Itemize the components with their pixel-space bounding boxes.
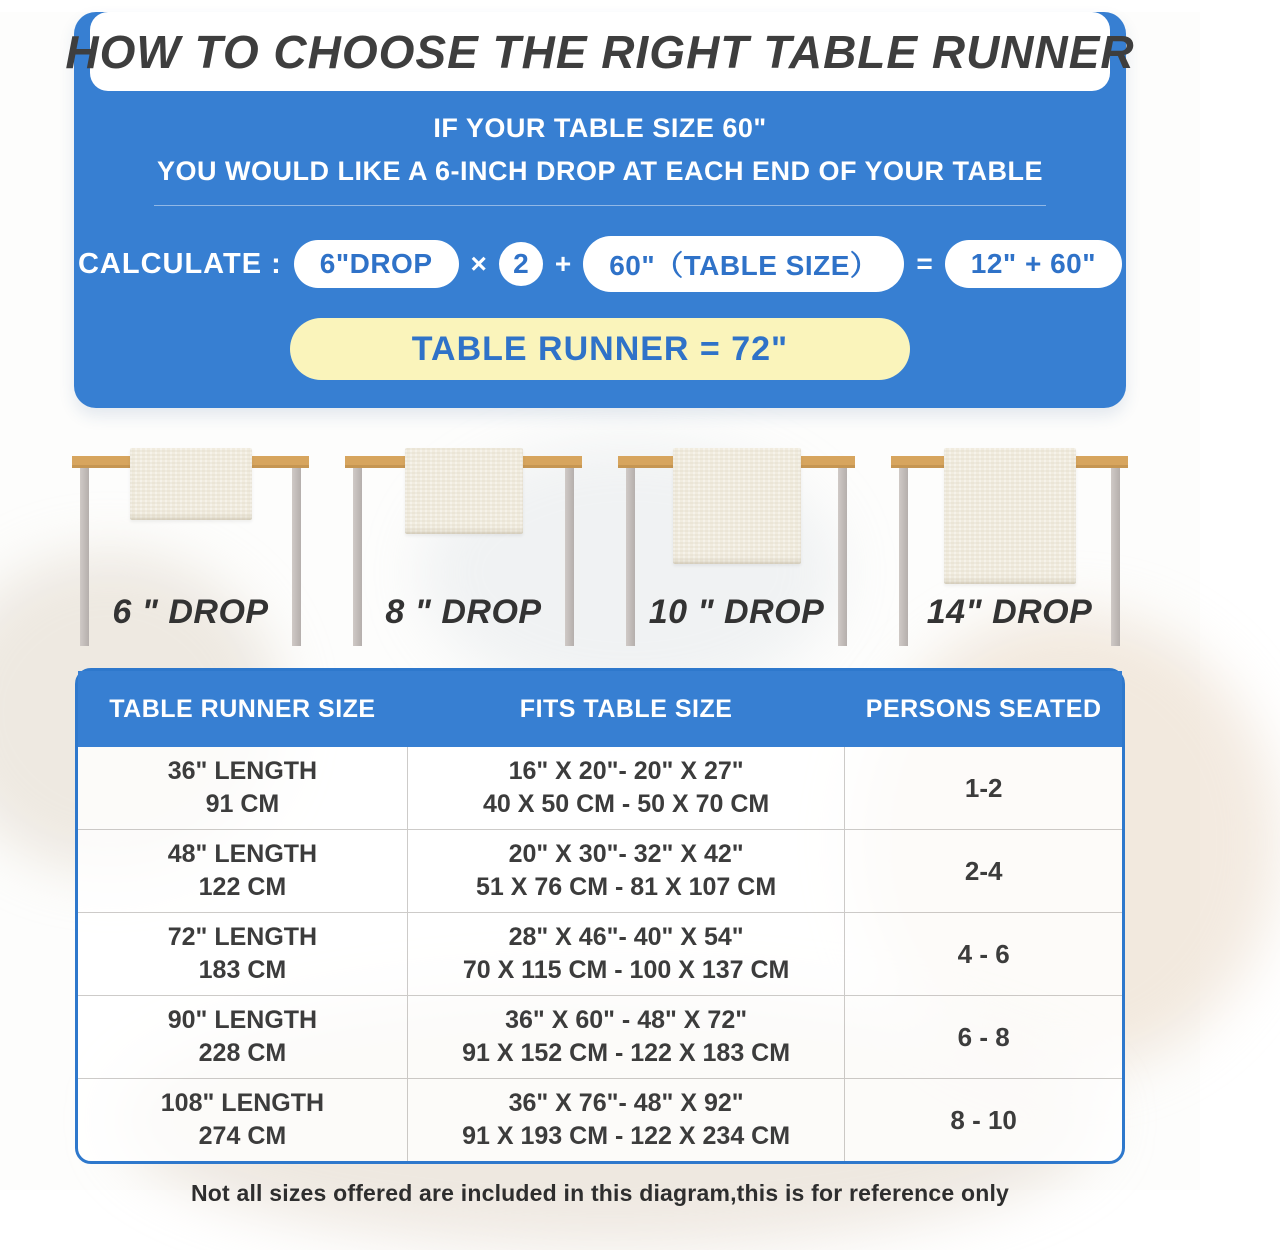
result-pill: TABLE RUNNER = 72" <box>290 318 910 380</box>
runner-swatch <box>944 448 1076 584</box>
cell-fits-table-size <box>407 747 845 829</box>
runner-size-in: 108" LENGTH <box>160 1089 325 1117</box>
table-row <box>78 912 1122 995</box>
fits-size-in: 28" X 46"- 40" X 54" <box>508 923 744 951</box>
size-chart-panel <box>75 668 1125 1164</box>
cell-persons-seated: 8 - 10 <box>950 1104 1017 1135</box>
sum-pill: 12" + 60" <box>945 240 1122 288</box>
page-title: HOW TO CHOOSE THE RIGHT TABLE RUNNER <box>65 25 1135 78</box>
cell-fits-table-size <box>407 996 845 1078</box>
cell-fits-table-size <box>407 830 845 912</box>
cell-persons-seated: 6 - 8 <box>957 1021 1010 1052</box>
subtitle-line2: YOU WOULD LIKE A 6-INCH DROP AT EACH END OF YOUR TABLE <box>156 156 1044 186</box>
title-box <box>65 12 1135 91</box>
table-figure <box>618 408 855 668</box>
plus-sign: + <box>554 248 572 279</box>
table-figure <box>891 408 1128 668</box>
infographic-canvas <box>0 12 1200 1206</box>
calculation-row <box>74 236 1126 292</box>
runner-size-in: 36" LENGTH <box>167 757 318 785</box>
fits-size-cm: 91 X 193 CM - 122 X 234 CM <box>462 1122 791 1150</box>
cell-persons-seated: 2-4 <box>964 855 1003 886</box>
fits-size-in: 20" X 30"- 32" X 42" <box>508 840 744 868</box>
table-row <box>78 747 1122 829</box>
cell-persons-seated: 4 - 6 <box>957 938 1010 969</box>
runner-size-cm: 274 CM <box>198 1122 287 1150</box>
cell-fits-table-size <box>407 913 845 995</box>
fits-size-cm: 51 X 76 CM - 81 X 107 CM <box>476 873 777 901</box>
table-figure <box>72 408 309 668</box>
cell-runner-size <box>78 913 407 995</box>
cell-persons-seated: 1-2 <box>964 772 1003 803</box>
table-row <box>78 1078 1122 1161</box>
runner-swatch <box>673 448 801 564</box>
cell-runner-size <box>78 747 407 829</box>
multiply-sign: × <box>470 248 487 279</box>
drop-label: 10 " DROP <box>648 593 825 631</box>
cell-runner-size <box>78 1079 407 1161</box>
cell-fits-table-size <box>407 1079 845 1161</box>
header-cell-fits-table-size: FITS TABLE SIZE <box>519 694 733 723</box>
drop-label: 14" DROP <box>926 593 1093 631</box>
fits-size-in: 36" X 76"- 48" X 92" <box>508 1089 744 1117</box>
fits-size-cm: 91 X 152 CM - 122 X 183 CM <box>462 1039 791 1067</box>
fits-size-in: 36" X 60" - 48" X 72" <box>505 1006 748 1034</box>
runner-size-in: 72" LENGTH <box>167 923 318 951</box>
size-chart-header <box>78 671 1122 747</box>
table-row <box>78 829 1122 912</box>
hero-divider <box>154 205 1046 206</box>
fits-size-in: 16" X 20"- 20" X 27" <box>508 757 744 785</box>
multiplier-badge: 2 <box>499 242 543 286</box>
footnote: Not all sizes offered are included in this diagram,this is for reference only <box>190 1180 1010 1206</box>
drop-label: 6 " DROP <box>112 593 269 631</box>
fits-size-cm: 70 X 115 CM - 100 X 137 CM <box>462 956 790 984</box>
drop-examples <box>0 408 1200 668</box>
runner-size-in: 48" LENGTH <box>167 840 318 868</box>
runner-swatch <box>405 448 523 534</box>
fits-size-cm: 40 X 50 CM - 50 X 70 CM <box>482 790 770 818</box>
table-size-pill: 60"（TABLE SIZE） <box>583 236 904 292</box>
table-row <box>78 995 1122 1078</box>
cell-runner-size <box>78 830 407 912</box>
runner-size-cm: 122 CM <box>198 873 287 901</box>
runner-size-cm: 183 CM <box>198 956 287 984</box>
runner-swatch <box>130 448 252 520</box>
runner-size-cm: 228 CM <box>198 1039 287 1067</box>
equals-sign: = <box>916 248 933 279</box>
header-cell-runner-size: TABLE RUNNER SIZE <box>109 694 376 723</box>
drop-value-pill: 6"DROP <box>294 240 459 288</box>
subtitle-line1: IF YOUR TABLE SIZE 60" <box>433 113 767 143</box>
cell-runner-size <box>78 996 407 1078</box>
drop-label: 8 " DROP <box>385 593 542 631</box>
table-figure <box>345 408 582 668</box>
header-cell-persons-seated: PERSONS SEATED <box>865 694 1102 723</box>
calculate-label: CALCULATE : <box>77 247 282 280</box>
runner-size-cm: 91 CM <box>205 790 280 818</box>
hero-panel <box>65 12 1135 408</box>
runner-size-in: 90" LENGTH <box>167 1006 318 1034</box>
